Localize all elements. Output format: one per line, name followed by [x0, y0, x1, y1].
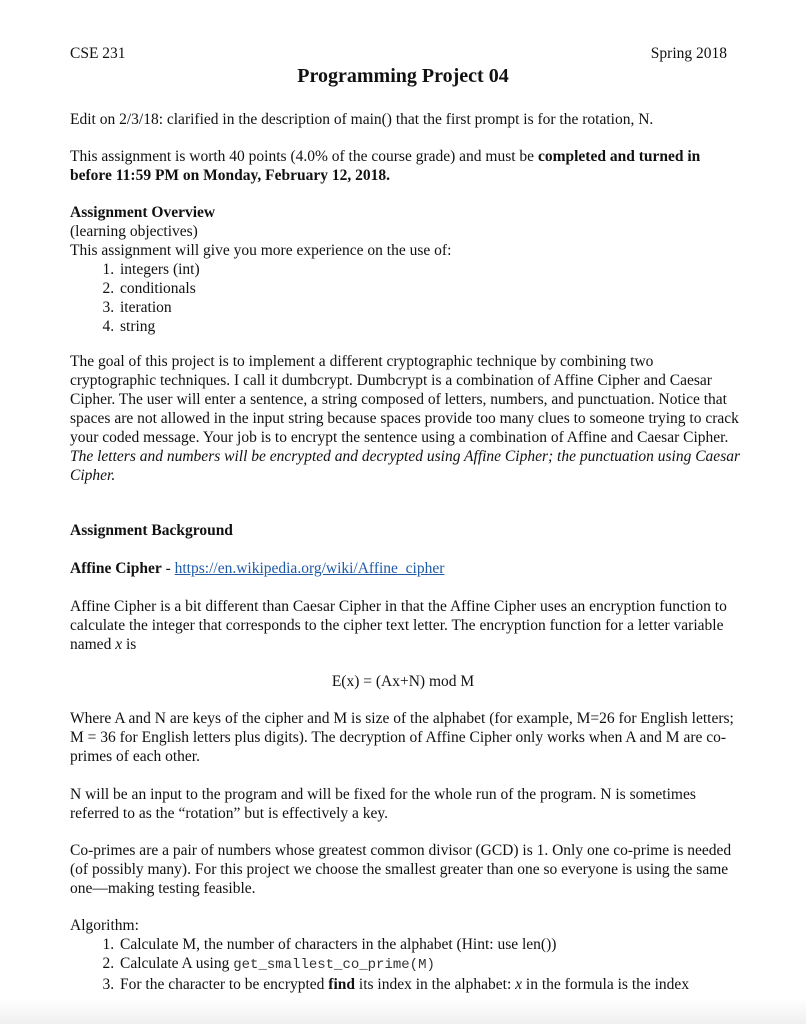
list-item: 3. iteration	[118, 298, 740, 317]
objectives-list	[70, 260, 740, 336]
edit-note: Edit on 2/3/18: clarified in the description of main() that the first prompt is for the rotation, N.	[70, 111, 654, 128]
overview-heading: Assignment Overview	[70, 204, 216, 221]
background-heading: Assignment Background	[70, 522, 233, 539]
course-code: CSE 231	[70, 45, 126, 62]
assignment-overview	[70, 203, 740, 336]
page-bottom-shade	[0, 998, 806, 1024]
list-item: 1. integers (int)	[118, 260, 740, 279]
algorithm-heading: Algorithm:	[70, 917, 139, 934]
rotation-paragraph: N will be an input to the program and will be fixed for the whole run of the program. N is sometimes referred to as the “rotation” but is effectively a key.	[70, 786, 696, 822]
list-item: 2. Calculate A using get_smallest_co_prime(M)	[118, 954, 740, 975]
page-title: Programming Project 04	[297, 65, 509, 87]
affine-paragraph: Affine Cipher is a bit different than Caesar Cipher in that the Affine Cipher uses an encryption function to calculate the integer that corresponds to the cipher text letter. The encryption function for a letter variable named x is	[70, 598, 727, 653]
worth-paragraph: This assignment is worth 40 points (4.0% of the course grade) and must be completed and turned in before 11:59 PM on Monday, February 12, 2018.	[70, 148, 701, 184]
coprimes-paragraph: Co-primes are a pair of numbers whose greatest common divisor (GCD) is 1. Only one co-prime is needed (of possibly many). For this project we choose the smallest greater than one so everyone is using the same one—making testing feasible.	[70, 842, 732, 897]
overview-intro: This assignment will give you more experience on the use of:	[70, 242, 452, 259]
code-snippet: get_smallest_co_prime(M)	[233, 957, 435, 973]
encryption-formula: E(x) = (Ax+N) mod M	[331, 673, 475, 690]
affine-cipher-line: Affine Cipher - https://en.wikipedia.org/wiki/Affine_cipher	[70, 560, 445, 577]
goal-paragraph: The goal of this project is to implement a different cryptographic technique by combining two cryptographic techniques. I call it dumbcrypt. Dumbcrypt is a combination of Affine Cipher and Caesar Cipher. The user will enter a sentence, a string composed of letters, numbers, and punctuation. Notice that spaces are not allowed in the input string because spaces provide too many clues to someone trying to crack your coded message. Your job is to encrypt the sentence using a combination of Affine and Caesar Cipher. The letters and numbers will be encrypted and decrypted using Affine Cipher; the punctuation using Caesar Cipher.	[70, 353, 741, 484]
keys-paragraph: Where A and N are keys of the cipher and M is size of the alphabet (for example, M=26 for English letters; M = 36 for English letters plus digits). The decryption of Affine Cipher only works when A and M are co-primes of each other.	[70, 710, 734, 765]
affine-cipher-link[interactable]: https://en.wikipedia.org/wiki/Affine_cipher	[174, 560, 445, 577]
algorithm-section	[70, 916, 740, 994]
list-item: 2. conditionals	[118, 279, 740, 298]
list-item: 4. string	[118, 317, 740, 336]
list-item: 1. Calculate M, the number of characters in the alphabet (Hint: use len())	[118, 935, 740, 954]
list-item: 3. For the character to be encrypted find its index in the alphabet: x in the formula is the index	[118, 975, 740, 994]
term: Spring 2018	[650, 45, 727, 62]
overview-subheading: (learning objectives)	[70, 223, 198, 240]
algorithm-steps	[70, 935, 740, 994]
